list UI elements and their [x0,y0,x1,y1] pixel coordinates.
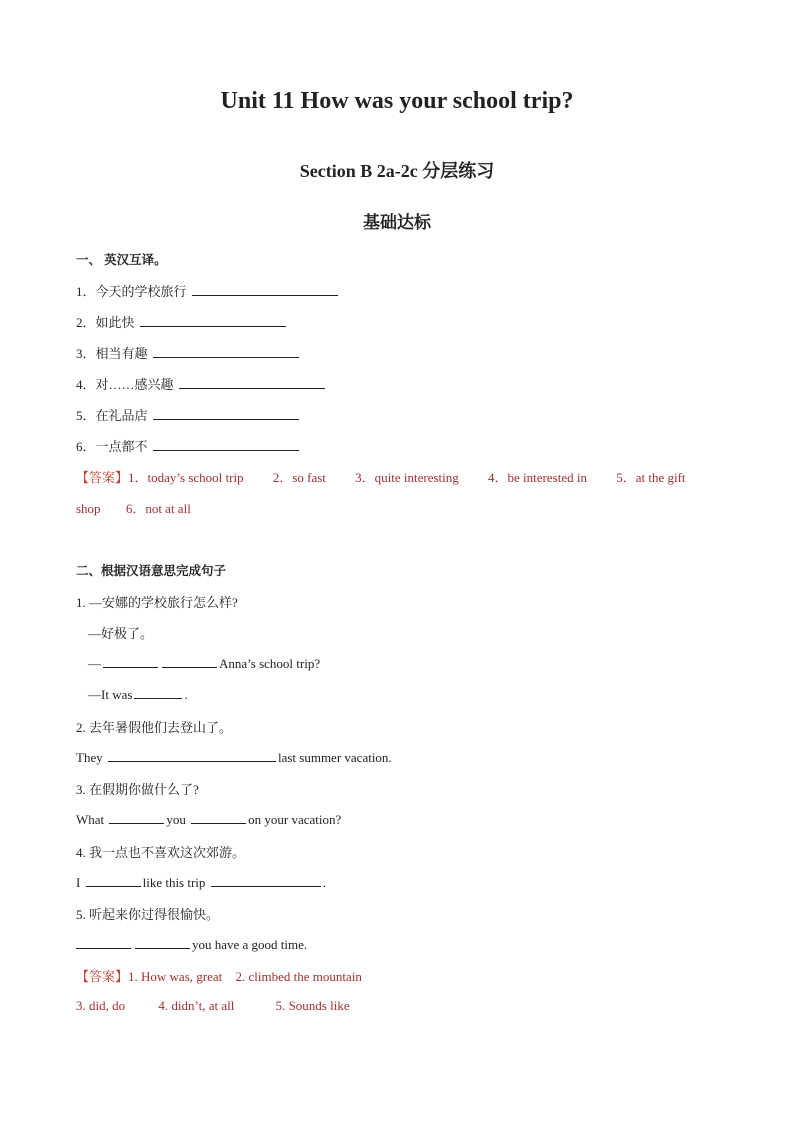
q3-chinese: 3. 在假期你做什么了? [76,782,199,797]
answer-item: 3. did, do [76,998,126,1013]
answer-item: 5．at the gift [616,470,686,485]
section1-item-5 [76,405,301,424]
answer-item: 4. didn’t, at all [158,998,235,1013]
section1-item-3 [76,343,301,362]
item-text: 2．如此快 [76,315,135,330]
q1-english [88,654,320,672]
answer-item: 3．quite interesting [355,470,459,485]
answer-blank[interactable] [211,873,321,887]
q3-text: on your vacation? [248,812,342,827]
q5-english [76,935,307,953]
q3-text: you [166,812,190,827]
answer-blank[interactable] [76,935,131,949]
section-subtitle: Section B 2a-2c 分层练习 [299,161,495,181]
answer-item: 1．today’s school trip [128,470,244,485]
q3-english [76,810,341,828]
answer-blank[interactable] [108,748,276,762]
q2-text: last summer vacation. [277,750,392,765]
answer-item: 2. climbed the mountain [235,969,362,984]
q2-english [76,748,392,766]
answer-item: 5. Sounds like [275,998,350,1013]
q4-text: I [76,875,84,890]
section1-item-4 [76,374,327,393]
q5-chinese: 5. 听起来你过得很愉快。 [76,907,220,922]
item-text: 6．一点都不 [76,439,148,454]
answer-blank[interactable] [135,935,190,949]
q1-chinese: 1. —安娜的学校旅行怎么样? [76,595,238,610]
q2-text: They [76,750,106,765]
section2-answers-continued [76,998,350,1014]
section1-item-1 [76,281,340,300]
answer-blank[interactable] [109,810,164,824]
answer-item: 6．not at all [125,501,191,516]
page-title: Unit 11 How was your school trip? [220,88,574,114]
q4-text: . [322,875,326,890]
answer-blank[interactable] [153,406,299,420]
q4-english [76,873,326,891]
answer-blank[interactable] [191,810,246,824]
item-text: 5．在礼品店 [76,408,148,423]
q3-text: What [76,812,108,827]
section1-answers-continued [76,498,191,517]
q4-chinese: 4. 我一点也不喜欢这次郊游。 [76,845,246,860]
answer-item: shop [76,501,101,516]
q4-text: like this trip [142,875,209,890]
answer-blank[interactable] [153,344,299,358]
answer-blank[interactable] [86,873,141,887]
q5-text: you have a good time. [192,937,308,952]
item-text: 3．相当有趣 [76,346,148,361]
answer-blank[interactable] [103,654,158,668]
answer-label: 【答案】 [76,969,129,984]
level-heading: 基础达标 [363,213,431,233]
answer-item: 4．be interested in [488,470,587,485]
answer-blank[interactable] [162,654,217,668]
q1-chinese-reply: —好极了。 [88,626,154,641]
q1-text: — [88,656,101,671]
q1-text: Anna’s school trip? [219,656,321,671]
section1-item-2 [76,312,288,331]
q1-reply-text: . [184,687,188,702]
answer-blank[interactable] [134,685,182,699]
answer-label: 【答案】 [76,470,129,485]
section2-heading: 二、根据汉语意思完成句子 [76,564,227,578]
item-text: 1．今天的学校旅行 [76,284,187,299]
answer-item: 2．so fast [272,470,326,485]
q1-english-reply [88,685,188,703]
section2-answers [76,966,362,985]
q1-reply-text: —It was [88,687,133,702]
section1-item-6 [76,436,301,455]
section1-heading: 一、 英汉互译。 [76,253,167,267]
section1-answers [76,467,686,486]
q2-chinese: 2. 去年暑假他们去登山了。 [76,720,233,735]
answer-blank[interactable] [179,375,325,389]
answer-blank[interactable] [192,282,338,296]
answer-blank[interactable] [140,313,286,327]
item-text: 4．对……感兴趣 [76,377,174,392]
answer-item: 1. How was, great [128,969,223,984]
answer-blank[interactable] [153,437,299,451]
